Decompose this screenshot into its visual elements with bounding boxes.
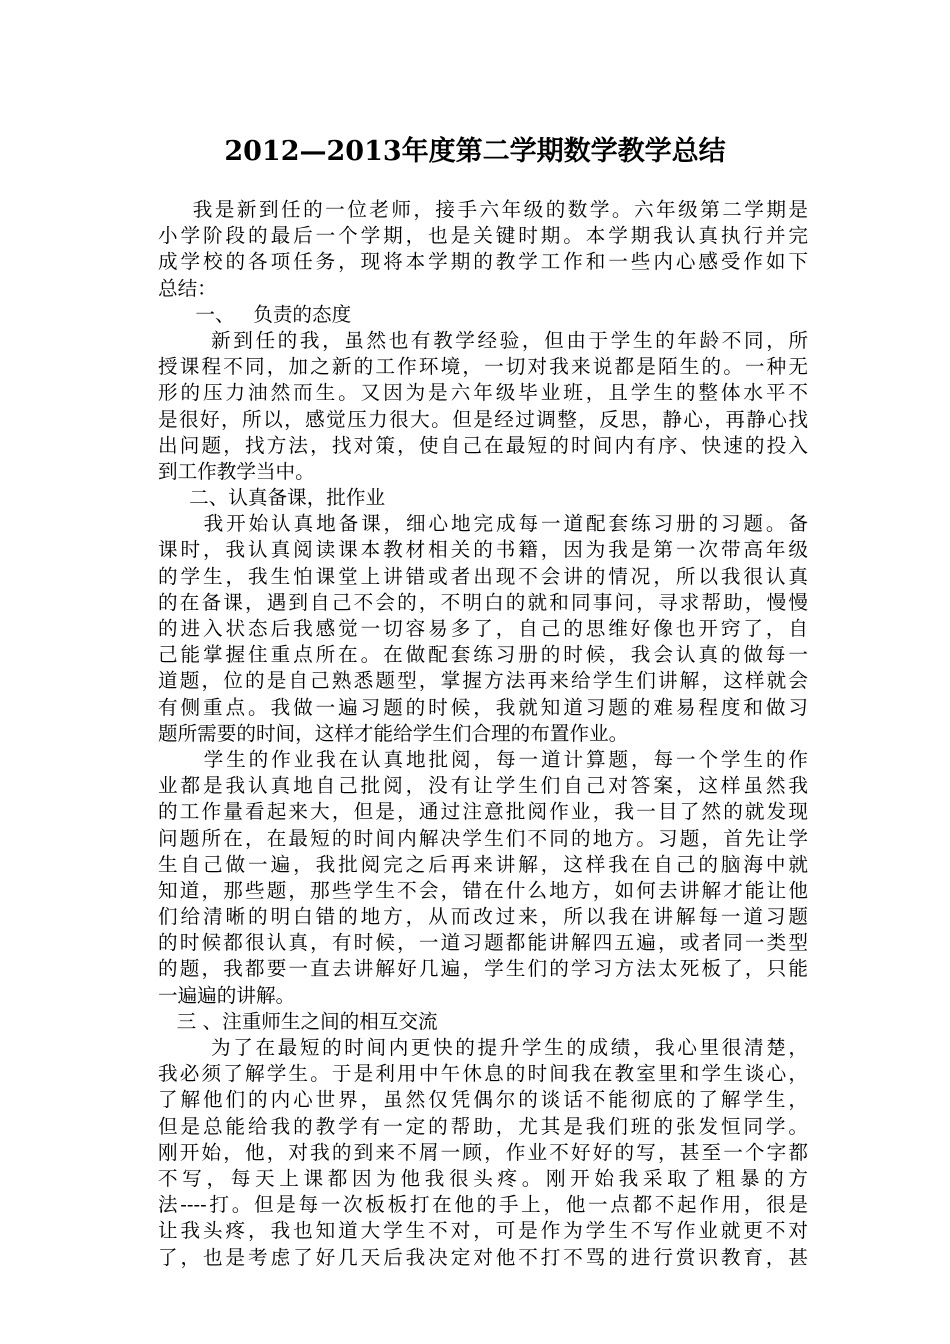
paragraph-line: 出问题，找方法，找对策，使自己在最短的时间内有序、快速的投入 <box>158 433 808 457</box>
paragraph-line: 形的压力油然而生。又因为是六年级毕业班，且学生的整体水平不 <box>158 381 808 405</box>
paragraph-line: 道题，位的是自己熟悉题型，掌握方法再来给学生们讲解，这样就会 <box>158 669 808 693</box>
paragraph-line: 的工作量看起来大，但是，通过注意批阅作业，我一目了然的就发现 <box>158 800 808 824</box>
paragraph-line: 题所需要的时间，这样才能给学生们合理的布置作业。 <box>158 721 629 745</box>
paragraph-line: 的在备课，遇到自己不会的，不明白的就和同事问，寻求帮助，慢慢 <box>158 590 808 614</box>
paragraph-line: 有侧重点。我做一遍习题的时候，我就知道习题的难易程度和做习 <box>158 695 808 719</box>
paragraph-line: 的题，我都要一直去讲解好几遍，学生们的学习方法太死板了，只能 <box>158 957 808 981</box>
paragraph-line: 总结： <box>158 276 217 300</box>
paragraph-line: 了解他们的内心世界，虽然仅凭偶尔的谈话不能彻底的了解学生， <box>158 1088 808 1112</box>
document-body <box>158 197 808 1271</box>
paragraph-line: 授课程不同，加之新的工作环境，一切对我来说都是陌生的。一种无 <box>158 355 808 379</box>
paragraph-line: 们给清晰的明白错的地方，从而改过来，所以我在讲解每一道习题 <box>158 905 808 929</box>
paragraph-line: 课时，我认真阅读课本教材相关的书籍，因为我是第一次带高年级 <box>158 538 808 562</box>
paragraph-line: 到工作教学当中。 <box>158 459 315 483</box>
paragraph-line: 让我头疼，我也知道大学生不对，可是作为学生不写作业就更不对 <box>158 1219 808 1243</box>
paragraph-line: 己能掌握住重点所在。在做配套练习册的时候，我会认真的做每一 <box>158 643 808 667</box>
paragraph-line: 我必须了解学生。于是利用中午休息的时间我在教室里和学生谈心， <box>158 1062 808 1086</box>
paragraph-line: 我开始认真地备课，细心地完成每一道配套练习册的习题。备 <box>158 512 808 536</box>
paragraph-line: 的时候都很认真，有时候，一道习题都能讲解四五遍，或者同一类型 <box>158 931 808 955</box>
paragraph-line: 业都是我认真地自己批阅，没有让学生们自己对答案，这样虽然我 <box>158 774 808 798</box>
paragraph-line: 不写，每天上课都因为他我很头疼。刚开始我采取了粗暴的方 <box>158 1166 808 1190</box>
section-heading: 二、认真备课，批作业 <box>158 486 386 510</box>
paragraph-line: 问题所在，在最短的时间内解决学生们不同的地方。习题，首先让学 <box>158 826 808 850</box>
paragraph-line: 是很好，所以，感觉压力很大。但是经过调整，反思，静心，再静心找 <box>158 407 808 431</box>
paragraph-line: 的学生，我生怕课堂上讲错或者出现不会讲的情况，所以我很认真 <box>158 564 808 588</box>
paragraph-line: 法----打。但是每一次板板打在他的手上，他一点都不起作用，很是 <box>158 1193 808 1217</box>
paragraph-line: 我是新到任的一位老师，接手六年级的数学。六年级第二学期是 <box>158 198 808 221</box>
section-heading: 三 、注重师生之间的相互交流 <box>158 1009 438 1033</box>
paragraph-line: 成学校的各项任务，现将本学期的教学工作和一些内心感受作如下 <box>158 250 808 274</box>
paragraph-line: 为了在最短的时间内更快的提升学生的成绩，我心里很清楚， <box>158 1036 808 1059</box>
paragraph-line: 知道，那些题，那些学生不会，错在什么地方，如何去讲解才能让他 <box>158 878 808 902</box>
paragraph-line: 一遍遍的讲解。 <box>158 983 296 1007</box>
paragraph-line: 了，也是考虑了好几天后我决定对他不打不骂的进行赏识教育，甚 <box>158 1245 808 1269</box>
paragraph-line: 学生的作业我在认真地批阅，每一道计算题，每一个学生的作 <box>158 747 808 771</box>
paragraph-line: 的进入状态后我感觉一切容易多了，自己的思维好像也开窍了，自 <box>158 617 808 640</box>
paragraph-line: 新到任的我，虽然也有教学经验，但由于学生的年龄不同，所 <box>158 328 808 352</box>
document-title: 2012—2013年度第二学期数学教学总结 <box>224 136 726 167</box>
paragraph-line: 但是总能给我的教学有一定的帮助，尤其是我们班的张发恒同学。 <box>158 1114 808 1138</box>
paragraph-line: 刚开始，他，对我的到来不屑一顾，作业不好好的写，甚至一个字都 <box>158 1140 808 1164</box>
section-heading: 一、 负责的态度 <box>158 302 352 326</box>
paragraph-line: 小学阶段的最后一个学期，也是关键时期。本学期我认真执行并完 <box>158 224 808 248</box>
paragraph-line: 生自己做一遍，我批阅完之后再来讲解，这样我在自己的脑海中就 <box>158 852 808 876</box>
